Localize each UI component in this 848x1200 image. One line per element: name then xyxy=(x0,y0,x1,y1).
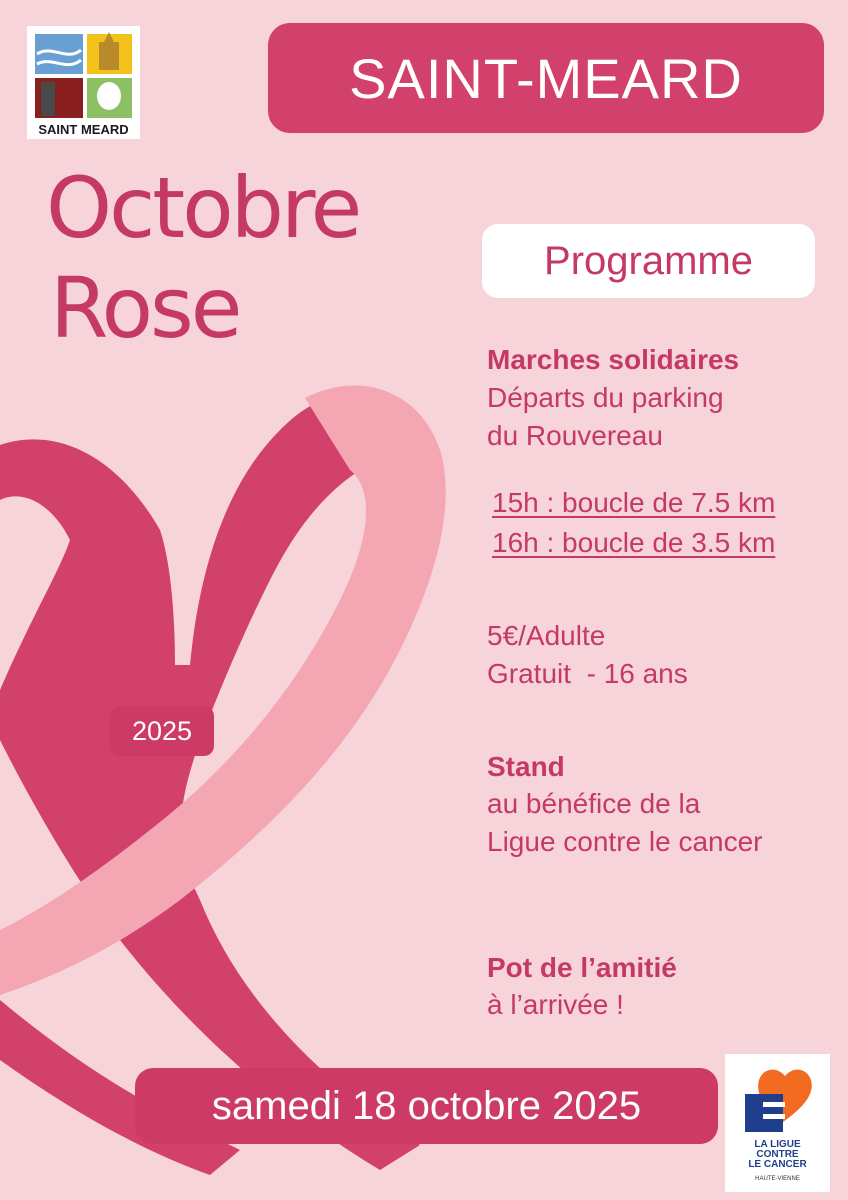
walk-route-2: 16h : boucle de 3.5 km xyxy=(492,527,776,558)
price-free: Gratuit - 16 ans xyxy=(487,658,688,689)
year-badge: 2025 xyxy=(110,706,214,756)
town-logo-label: SAINT MEARD xyxy=(38,122,129,137)
saint-meard-logo xyxy=(27,26,140,139)
ligue-logo-line-2: CONTRE xyxy=(756,1149,799,1160)
price-adult: 5€/Adulte xyxy=(487,620,606,651)
ligue-heart-icon xyxy=(725,1054,830,1134)
stand-line-2: Ligue contre le cancer xyxy=(487,826,763,857)
town-name-banner: SAINT-MEARD xyxy=(268,23,824,133)
ligue-logo-line-1: LA LIGUE xyxy=(754,1139,801,1150)
programme-label: Programme xyxy=(482,224,815,298)
town-emblem-icon xyxy=(27,26,140,122)
event-headline xyxy=(46,158,359,358)
ligue-contre-le-cancer-logo xyxy=(725,1054,830,1192)
pot-line-1: à l’arrivée ! xyxy=(487,989,624,1020)
headline-line-2: Rose xyxy=(50,259,240,357)
headline-line-1: Octobre xyxy=(46,159,360,257)
walks-title: Marches solidaires xyxy=(487,344,740,375)
stand-line-1: au bénéfice de la xyxy=(487,788,701,819)
stand-title: Stand xyxy=(487,751,565,782)
pot-title: Pot de l’amitié xyxy=(487,952,677,983)
walk-route-1: 15h : boucle de 7.5 km xyxy=(492,487,776,518)
ligue-logo-line-3: LE CANCER xyxy=(748,1159,807,1170)
walks-start-line-1: Départs du parking xyxy=(487,382,724,413)
event-date-banner: samedi 18 octobre 2025 xyxy=(135,1068,718,1144)
walks-start-line-2: du Rouvereau xyxy=(487,420,663,451)
ligue-logo-line-4: HAUTE-VIENNE xyxy=(755,1176,800,1182)
